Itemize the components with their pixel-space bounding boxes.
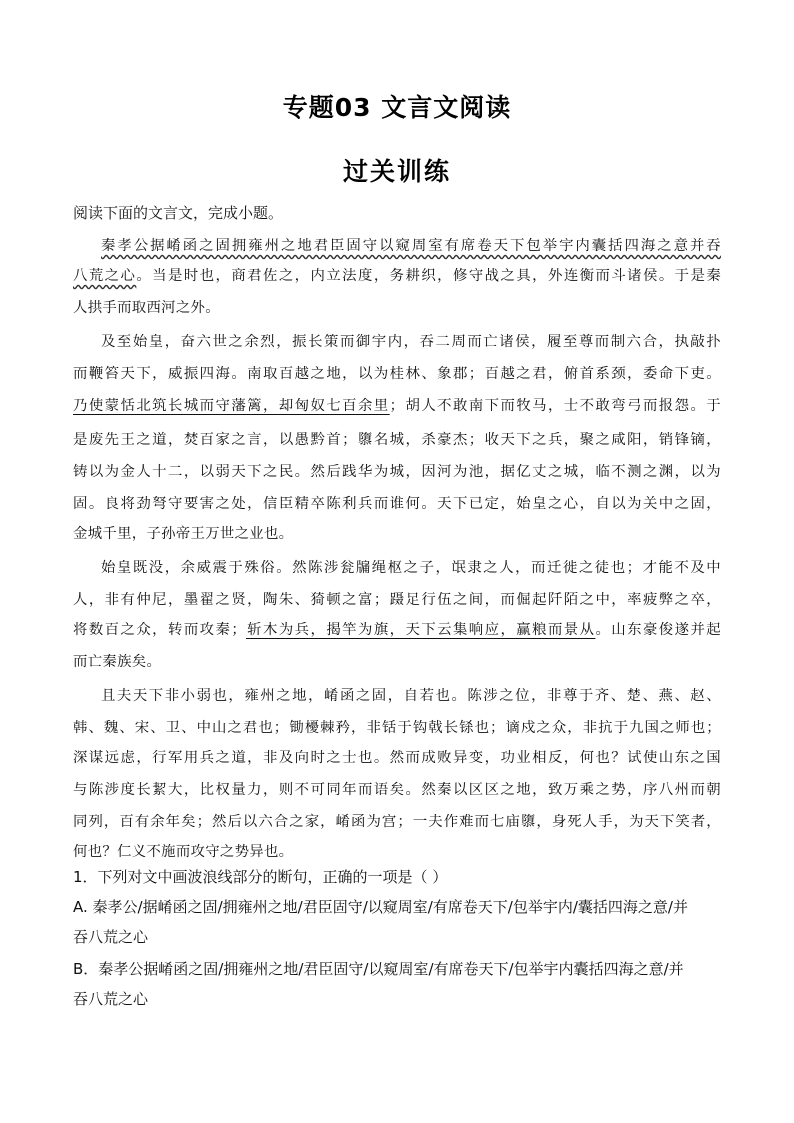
passage-line: 始皇既没，余威震于殊俗。然陈涉瓮牖绳枢之子，氓隶之人，而迁徙之徒也；才能不及中 xyxy=(101,560,721,576)
passage-line: 及至始皇，奋六世之余烈，振长策而御宇内，吞二周而亡诸侯，履至尊而制六合，执敲扑 xyxy=(101,334,721,350)
option-b: B．秦孝公据崤函之固/拥雍州之地/君臣固守/以窥周室/有席卷天下/包举宇内囊括四海之意/并 xyxy=(73,960,684,978)
underlined-sentence: 斩木为兵，揭竿为旗，天下云集响应，赢粮而景从 xyxy=(246,622,596,638)
passage-line: 而亡秦族矣。 xyxy=(73,654,162,670)
passage-line: 铸以为金人十二，以弱天下之民。然后践华为城，因河为池，据亿丈之城，临不测之渊，以为 xyxy=(73,464,721,480)
page-subtitle: 过关训练 xyxy=(342,157,451,186)
passage-line: 八荒之心。当是时也，商君佐之，内立法度，务耕织，修守战之具，外连衡而斗诸侯。于是秦 xyxy=(73,268,722,284)
option-a-continued: 吞八荒之心 xyxy=(73,928,149,946)
passage-line: 乃使蒙恬北筑长城而守藩篱，却匈奴七百余里；胡人不敢南下而牧马，士不敢弯弓而报怨。于 xyxy=(73,398,721,414)
passage-line: 金城千里，子孙帝王万世之业也。 xyxy=(73,526,294,542)
passage-line: 与陈涉度长絜大，比权量力，则不可同年而语矣。然秦以区区之地，致万乘之势，序八州而朝 xyxy=(73,782,721,798)
passage-line: 将数百之众，转而攻秦；斩木为兵，揭竿为旗，天下云集响应，赢粮而景从。山东豪俊遂并起 xyxy=(73,622,721,638)
option-a: A. 秦孝公/据崤函之固/拥雍州之地/君臣固守/以窥周室/有席卷天下/包举宇内/囊括四海之意/并 xyxy=(73,898,688,916)
option-b-continued: 吞八荒之心 xyxy=(73,990,149,1008)
passage-line: 人拱手而取西河之外。 xyxy=(73,300,220,316)
passage-line: 韩、魏、宋、卫、中山之君也；锄櫌棘矜，非铦于钩戟长铩也；谪戍之众，非抗于九国之师也； xyxy=(73,720,721,736)
passage-line: 固。良将劲弩守要害之处，信臣精卒陈利兵而谁何。天下已定，始皇之心，自以为关中之固， xyxy=(73,496,721,512)
passage-line: 同列，百有余年矣；然后以六合之家，崤函为宫；一夫作难而七庙隳，身死人手，为天下笑者， xyxy=(73,814,721,830)
passage-line xyxy=(101,234,721,255)
page-title: 专题03 文言文阅读 xyxy=(282,93,512,122)
underlined-sentence: 乃使蒙恬北筑长城而守藩篱，却匈奴七百余里 xyxy=(73,398,390,414)
passage-line: 人，非有仲尼，墨翟之贤，陶朱、猗顿之富；蹑足行伍之间，而倔起阡陌之中，率疲弊之卒， xyxy=(73,592,721,608)
question-stem: 1．下列对文中画波浪线部分的断句，正确的一项是（ ） xyxy=(73,868,448,886)
passage-line: 深谋远虑，行军用兵之道，非及向时之士也。然而成败异变，功业相反，何也？试使山东之国 xyxy=(73,750,721,766)
passage-line: 何也？仁义不施而攻守之势异也。 xyxy=(73,844,294,860)
instruction-text: 阅读下面的文言文，完成小题。 xyxy=(73,204,284,222)
passage-line: 而鞭笞天下，威振四海。南取百越之地，以为桂林、象郡；百越之君，俯首系颈，委命下吏。 xyxy=(73,366,721,382)
passage-line: 是废先王之道，焚百家之言，以愚黔首；隳名城，杀豪杰；收天下之兵，聚之咸阳，销锋镝， xyxy=(73,432,721,448)
passage-line: 且夫天下非小弱也，雍州之地，崤函之固，自若也。陈涉之位，非尊于齐、楚、燕、赵、 xyxy=(101,688,721,704)
wavy-underlined-text: 秦孝公据崤函之固拥雍州之地君臣固守以窥周室有席卷天下包举宇内囊括四海之意并吞 xyxy=(101,238,721,254)
wavy-underlined-text: 八荒之心 xyxy=(73,268,137,284)
